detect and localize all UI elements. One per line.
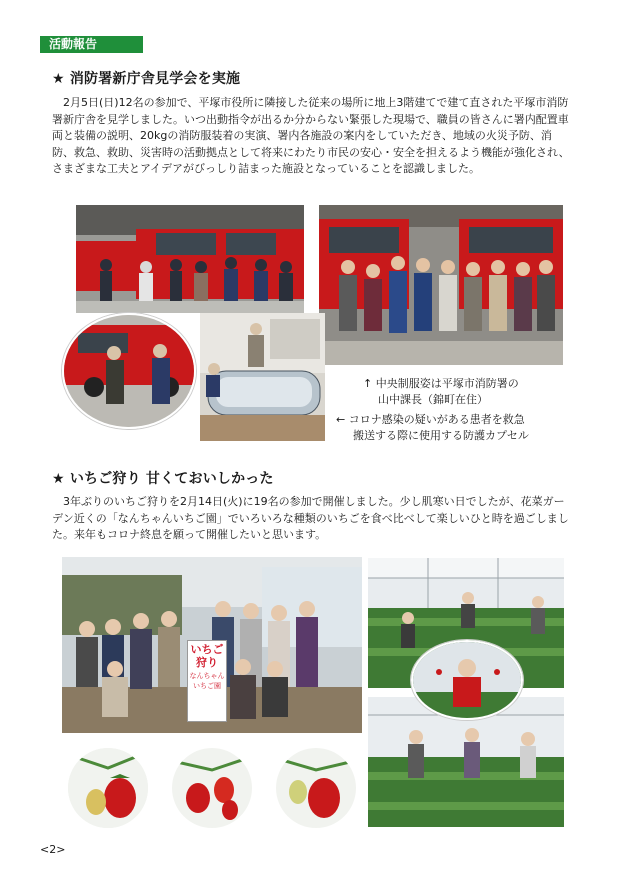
caption-line-3: ← コロナ感染の疑いがある患者を救急 (336, 413, 525, 426)
strawberry-photo-2 (172, 748, 252, 828)
caption-line-2: 山中課長（錦町在住） (378, 393, 488, 406)
sign-title: いちご狩り (190, 643, 224, 669)
strawberry-photo-1 (68, 748, 148, 828)
article-1-title: ★ 消防署新庁舎見学会を実施 (52, 71, 241, 87)
photo-woman-strawberries-circle (411, 640, 523, 720)
sign-line-2: なんちゃん (189, 672, 225, 680)
article-2-title: ★ いちご狩り 甘くておいしかった (52, 471, 274, 487)
article-2-body: 3年ぶりのいちご狩りを2月14日(火)に19名の参加で開催しました。少し肌寒い日でしたが、花菜ガーデン近くの「なんちゃんいちご園」でいろいろな種類のいちごを食べ比べして楽しいひと時を過ごしました。来年もコロナ終息を願って開催したいと思います。 (52, 495, 569, 541)
caption-line-4: 搬送する際に使用する防護カプセル (353, 429, 529, 442)
section-tag: 活動報告 (40, 36, 143, 53)
photo-group-fire-trucks (319, 205, 563, 365)
caption-line-1: ↑ 中央制服姿は平塚市消防署の (363, 377, 519, 390)
strawberry-photo-3 (276, 748, 356, 828)
photo-fire-station-visit (76, 205, 304, 313)
photo-firefighter-circle (62, 313, 196, 429)
photo-isolation-capsule (200, 313, 325, 441)
article-1-body: 2月5日(日)12名の参加で、平塚市役所に隣接した従来の場所に地上3階建てで建て直された平塚市消防署新庁舎を見学しました。いつ出動指令が出るか分からない緊張した現場で、職員の皆さんに署内配置車両と装備の説明、20kgの消防服装着の実演、署内各施設の案内をしていただき、地域の火災予防、消防、救急、救助、災害時の活動拠点として将来にわたり市民の安心・安全を担えるよう機能が強化され、さまざまな工夫とアイデアがびっしり詰まった施設となっていることを認識しました。 (52, 96, 570, 175)
page-number: <2> (40, 843, 66, 856)
sign-line-3: いちご園 (193, 682, 221, 690)
strawberry-farm-sign (187, 640, 227, 722)
